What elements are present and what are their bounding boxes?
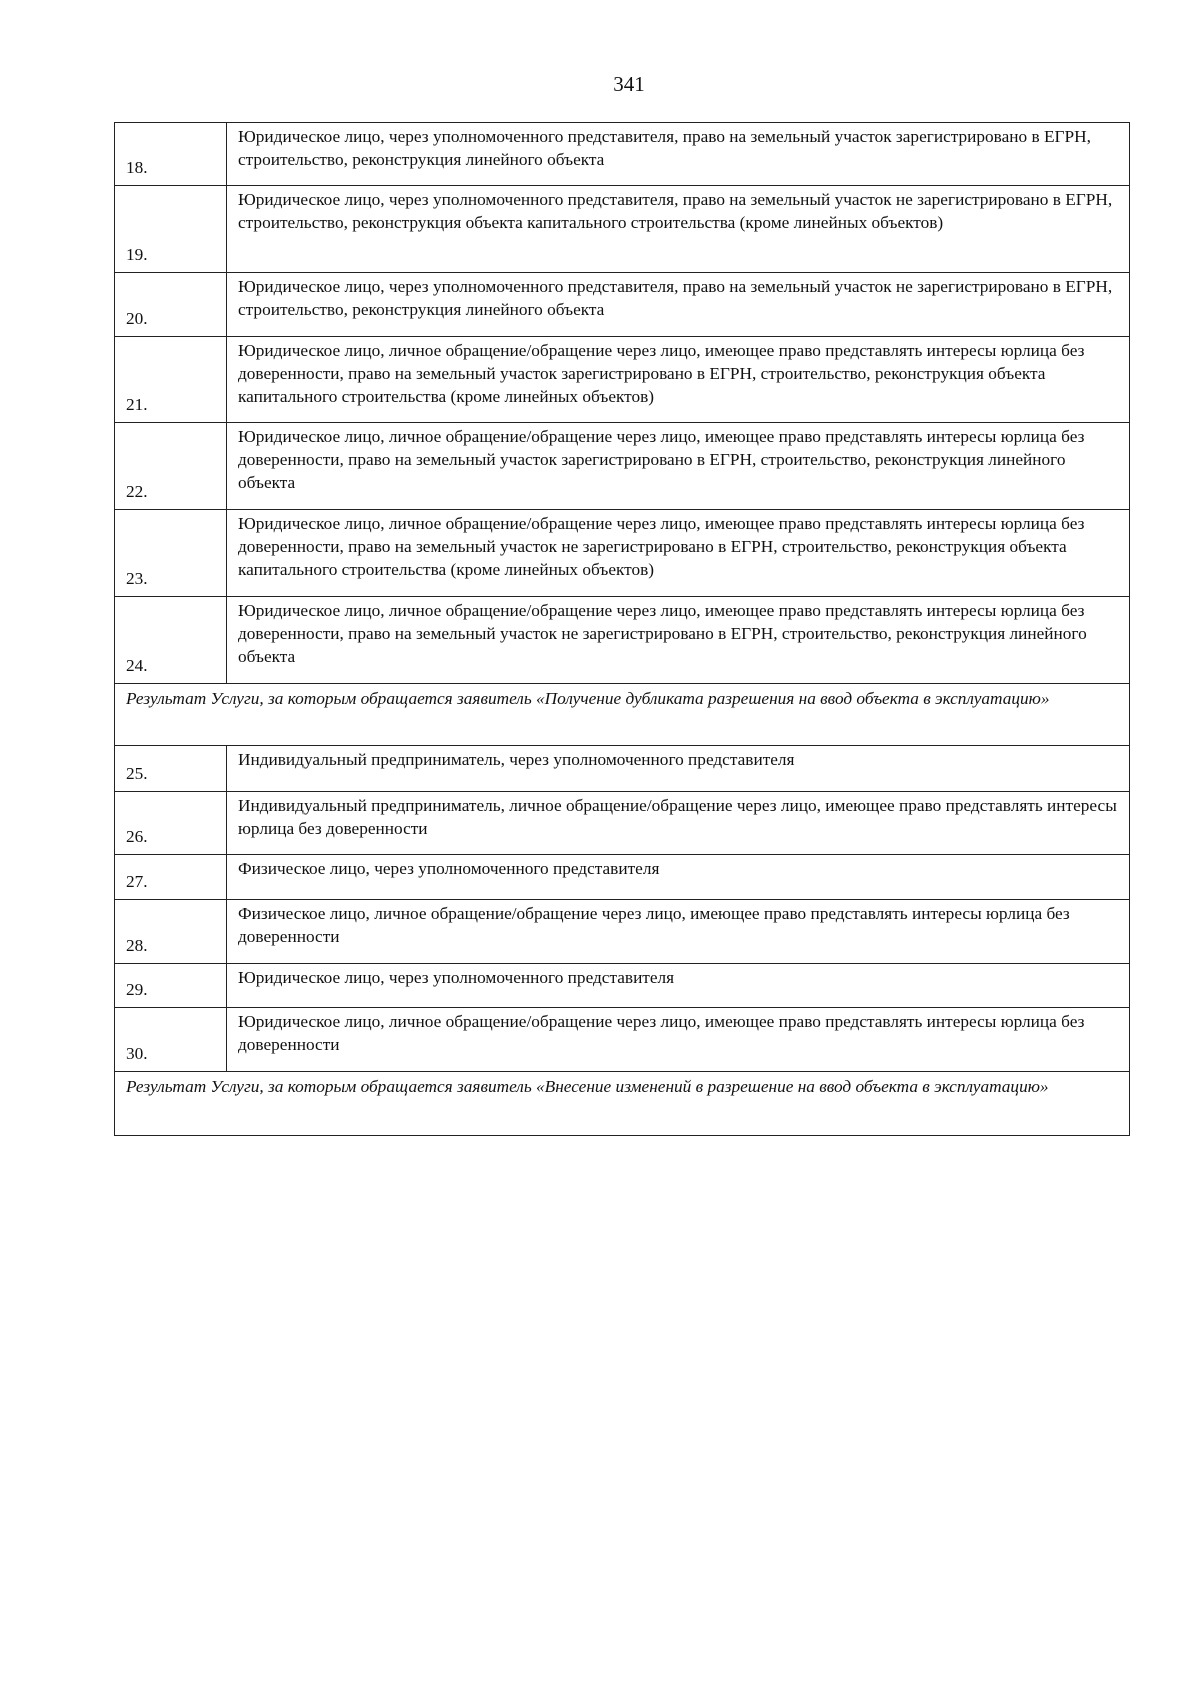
row-number-cell: [115, 746, 227, 792]
table-row: [115, 900, 1130, 964]
row-number: 24.: [126, 656, 148, 675]
row-number: 27.: [126, 872, 148, 891]
row-number: 25.: [126, 764, 148, 783]
table-row: [115, 123, 1130, 186]
row-description: Индивидуальный предприниматель, личное обращение/обращение через лицо, имеющее право представлять интересы юрлица без доверенности: [227, 792, 1130, 855]
row-number-cell: [115, 900, 227, 964]
row-description: Индивидуальный предприниматель, через уполномоченного представителя: [227, 746, 1130, 792]
row-number: 29.: [126, 980, 148, 999]
row-description: Юридическое лицо, личное обращение/обращение через лицо, имеющее право представлять интересы юрлица без доверенности, право на земельный участок не зарегистрировано в ЕГРН, строительство, реконструкция линейного объекта: [227, 597, 1130, 684]
row-description: Физическое лицо, через уполномоченного представителя: [227, 855, 1130, 900]
page-number: 341: [613, 72, 645, 96]
table-row: [115, 792, 1130, 855]
section-header-row: [115, 1072, 1130, 1136]
table-row: [115, 855, 1130, 900]
row-number: 21.: [126, 395, 148, 414]
table-row: [115, 597, 1130, 684]
applicant-variants-table: [114, 122, 1130, 1136]
row-description: Юридическое лицо, личное обращение/обращение через лицо, имеющее право представлять интересы юрлица без доверенности, право на земельный участок зарегистрировано в ЕГРН, строительство, реконструкция линейного объекта: [227, 423, 1130, 510]
row-number: 30.: [126, 1044, 148, 1063]
row-number-cell: [115, 964, 227, 1008]
table-row: [115, 964, 1130, 1008]
row-description: Юридическое лицо, личное обращение/обращение через лицо, имеющее право представлять интересы юрлица без доверенности, право на земельный участок зарегистрировано в ЕГРН, строительство, реконструкция объекта капитального строительства (кроме линейных объектов): [227, 337, 1130, 423]
row-number-cell: [115, 337, 227, 423]
table-row: [115, 337, 1130, 423]
section-header: Результат Услуги, за которым обращается заявитель «Внесение изменений в разрешение на ввод объекта в эксплуатацию»: [115, 1072, 1130, 1136]
row-number: 20.: [126, 309, 148, 328]
row-description: Юридическое лицо, через уполномоченного представителя: [227, 964, 1130, 1008]
row-number: 19.: [126, 245, 148, 264]
table-row: [115, 746, 1130, 792]
row-number: 26.: [126, 827, 148, 846]
row-number-cell: [115, 273, 227, 337]
row-description: Юридическое лицо, личное обращение/обращение через лицо, имеющее право представлять интересы юрлица без доверенности: [227, 1008, 1130, 1072]
row-number: 23.: [126, 569, 148, 588]
row-number-cell: [115, 855, 227, 900]
section-header: Результат Услуги, за которым обращается заявитель «Получение дубликата разрешения на ввод объекта в эксплуатацию»: [115, 684, 1130, 746]
table-row: [115, 273, 1130, 337]
row-description: Юридическое лицо, через уполномоченного представителя, право на земельный участок не зарегистрировано в ЕГРН, строительство, реконструкция линейного объекта: [227, 273, 1130, 337]
table-row: [115, 1008, 1130, 1072]
row-number-cell: [115, 423, 227, 510]
row-description: Юридическое лицо, личное обращение/обращение через лицо, имеющее право представлять интересы юрлица без доверенности, право на земельный участок не зарегистрировано в ЕГРН, строительство, реконструкция объекта капитального строительства (кроме линейных объектов): [227, 510, 1130, 597]
table-row: [115, 186, 1130, 273]
row-description: Юридическое лицо, через уполномоченного представителя, право на земельный участок не зарегистрировано в ЕГРН, строительство, реконструкция объекта капитального строительства (кроме линейных объектов): [227, 186, 1130, 273]
row-description: Физическое лицо, личное обращение/обращение через лицо, имеющее право представлять интересы юрлица без доверенности: [227, 900, 1130, 964]
row-number-cell: [115, 792, 227, 855]
row-number-cell: [115, 1008, 227, 1072]
table-row: [115, 510, 1130, 597]
row-number: 28.: [126, 936, 148, 955]
row-number: 18.: [126, 158, 148, 177]
table-row: [115, 423, 1130, 510]
row-number: 22.: [126, 482, 148, 501]
row-number-cell: [115, 510, 227, 597]
row-number-cell: [115, 186, 227, 273]
section-header-row: [115, 684, 1130, 746]
row-number-cell: [115, 123, 227, 186]
row-description: Юридическое лицо, через уполномоченного представителя, право на земельный участок зарегистрировано в ЕГРН, строительство, реконструкция линейного объекта: [227, 123, 1130, 186]
row-number-cell: [115, 597, 227, 684]
